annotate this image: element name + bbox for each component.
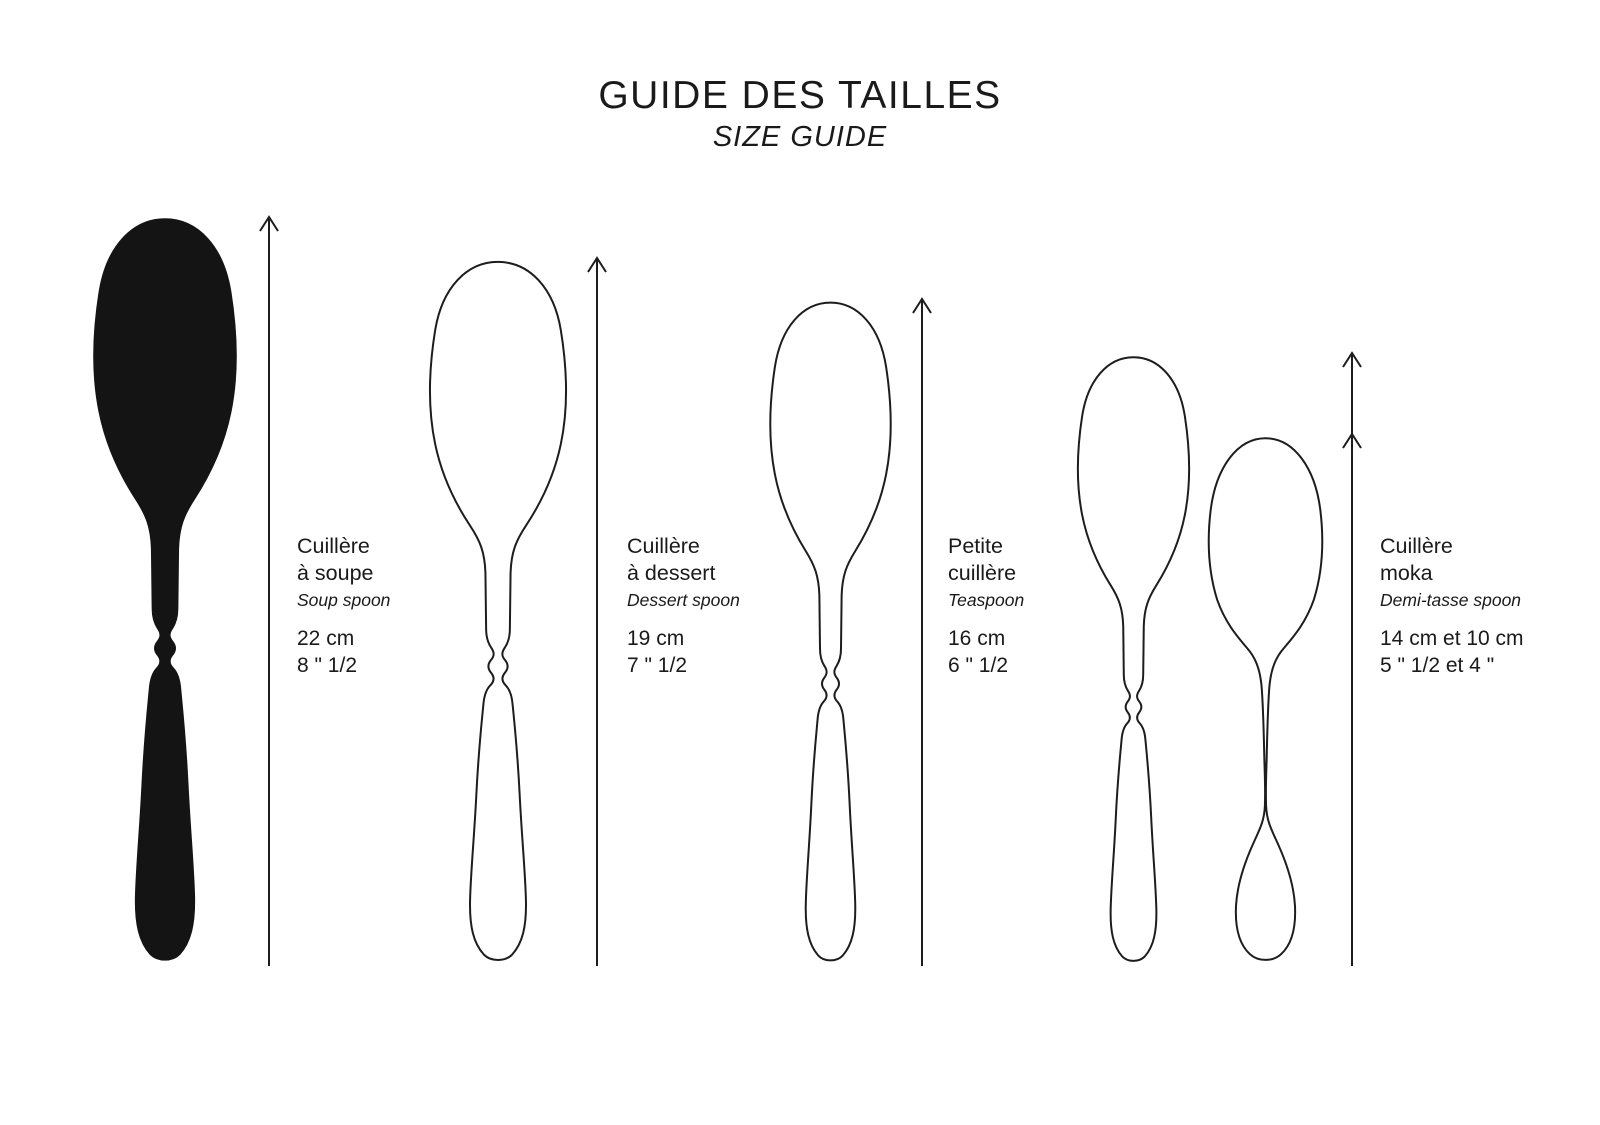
page-subtitle: SIZE GUIDE [712,121,888,153]
spoon-name-fr-line2: moka [1380,561,1433,585]
spoon-sizes [297,625,390,679]
dessert-spoon-icon [424,257,572,966]
double-up-arrow-icon [1338,351,1366,966]
up-arrow-icon [255,215,283,966]
teaspoon-figure [765,298,896,966]
dessert-spoon-label [627,533,740,679]
dessert-spoon-height-arrow [583,256,611,966]
spoon-size-cm: 14 cm et 10 cm [1380,627,1524,650]
soup-spoon-figure [88,214,242,966]
soup-spoon-height-arrow [255,215,283,966]
soup-spoon-icon [88,214,242,966]
moka-spoon-large-figure [1073,353,1194,966]
spoon-name-en: Dessert spoon [627,590,740,610]
spoon-sizes [627,625,740,679]
moka-spoon-large-icon [1073,353,1194,966]
spoon-size-cm: 19 cm [627,627,685,650]
spoon-name-en: Demi-tasse spoon [1380,590,1522,610]
teaspoon-icon [765,298,896,966]
spoon-size-inches: 6 " 1/2 [948,654,1008,677]
spoon-size-cm: 22 cm [297,627,355,650]
spoon-size-inches: 8 " 1/2 [297,654,357,677]
teaspoon-height-arrow [908,297,936,966]
moka-spoon-small-figure [1203,434,1328,966]
spoon-name-fr-line2: à dessert [627,561,716,585]
up-arrow-icon [908,297,936,966]
moka-spoon-label [1380,533,1524,679]
spoon-name-fr [297,533,390,587]
spoon-name-fr-line2: à soupe [297,561,374,585]
moka-spoon-small-icon [1203,434,1328,966]
spoon-size-cm: 16 cm [948,627,1006,650]
spoon-name-fr-line1: Cuillère [627,534,700,558]
spoon-name-fr-line2: cuillère [948,561,1017,585]
soup-spoon-label [297,533,390,679]
spoon-size-inches: 7 " 1/2 [627,654,687,677]
spoon-size-inches: 5 " 1/2 et 4 " [1380,654,1495,677]
teaspoon-label [948,533,1024,679]
spoon-sizes [948,625,1024,679]
moka-spoons-height-arrow [1338,351,1366,966]
header [0,74,1600,154]
spoon-sizes [1380,625,1524,679]
spoon-name-fr-line1: Cuillère [1380,534,1453,558]
spoon-name-en: Teaspoon [948,590,1025,610]
spoon-name-en: Soup spoon [297,590,391,610]
dessert-spoon-figure [424,257,572,966]
spoon-name-fr-line1: Petite [948,534,1003,558]
spoon-name-fr [948,533,1024,587]
spoon-name-fr [627,533,740,587]
up-arrow-icon [583,256,611,966]
spoon-name-fr-line1: Cuillère [297,534,370,558]
spoon-name-fr [1380,533,1524,587]
page-title: GUIDE DES TAILLES [598,74,1002,117]
